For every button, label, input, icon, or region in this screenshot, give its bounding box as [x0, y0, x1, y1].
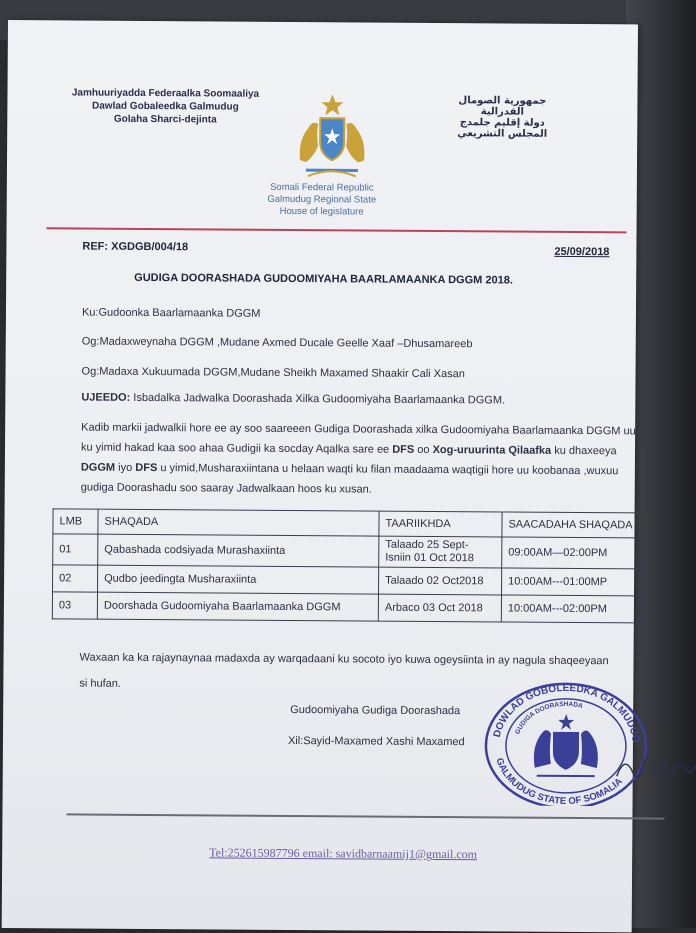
- subject-text: Isbadalka Jadwalka Doorashada Xilka Gudoomiyaha Baarlamaanka DGGM.: [130, 392, 505, 407]
- table-row: [53, 534, 645, 569]
- contact-info: Tel:252615987796 email: savidbarnaamij1@gmail.com: [209, 845, 477, 862]
- reference-number: REF: XGDGB/004/18: [82, 241, 188, 254]
- header-somali-line-2: Dawlad Gobaleedka Galmudug: [55, 99, 275, 114]
- stamp-top-text: DOWLAD GOBOLEEDKA GALMUDUG: [492, 682, 642, 744]
- body-text-3: ku dhaxeeya: [551, 445, 617, 457]
- handwritten-signature-icon: [613, 746, 696, 787]
- body-text-4: iyo: [115, 462, 135, 474]
- header-english-line-3: House of legislature: [247, 206, 397, 219]
- column-header-saacadaha: SAACADAHA SHAQADA: [502, 512, 645, 538]
- cc-line-government: Og:Madaxa Xukuumada DGGM,Mudane Sheikh Maxamed Shaakir Cali Xasan: [82, 366, 465, 381]
- cell-lmb: 03: [52, 592, 97, 619]
- header-somali-line-3: Golaha Sharci-dejinta: [55, 112, 275, 127]
- cell-saacada: 09:00AM—02:00PM: [502, 537, 645, 569]
- header-somali-line-1: Jamhuuriyadda Federaalka Soomaaliya: [55, 86, 275, 101]
- recipient-line: Ku:Gudoonka Baarlamaanka DGGM: [82, 307, 261, 320]
- body-bold-1: DFS: [392, 444, 414, 456]
- cell-date-line-2: Isniin 01 Oct 2018: [385, 552, 495, 566]
- stamp-inner-text: GUDIGA DOORASHADA: [514, 701, 584, 736]
- body-bold-4: DFS: [135, 462, 157, 474]
- stamp-bottom-text: GALMUDUG STATE OF SOMALIA: [493, 757, 625, 807]
- table-row: [53, 565, 645, 596]
- table-row: [52, 592, 644, 623]
- header-somali: [55, 86, 275, 127]
- signatory-name: Xil:Sayid-Maxamed Xashi Maxamed: [288, 735, 465, 748]
- signatory-title: Gudoomiyaha Gudiga Doorashada: [290, 704, 460, 717]
- cell-shaqada: Qabashada codsiyada Murashaxiinta: [98, 534, 379, 567]
- body-text-1: Kadib markii jadwalkii hore ee ay soo saareeen Gudiga Doorashada xilka Gudoomiyaha Baarlamaanka DGGM uu ku yimid hakad kaa soo ahaa Gudigii ka socday Aqalka sare ee: [81, 422, 636, 456]
- header-arabic: [437, 95, 567, 140]
- body-paragraph: [81, 418, 642, 502]
- cc-line-president: Og:Madaxweynaha DGGM ,Mudane Axmed Ducale Geelle Xaaf –Dhusamareeb: [82, 336, 473, 351]
- body-text-2: oo: [414, 444, 432, 456]
- letter-date: 25/09/2018: [554, 246, 609, 258]
- header-divider: [47, 227, 627, 233]
- letter-page: [2, 20, 638, 932]
- subject-label: UJEEDO:: [81, 392, 130, 404]
- column-header-shaqada: SHAQADA: [98, 509, 379, 536]
- column-header-lmb: LMB: [53, 509, 98, 534]
- schedule-table: [52, 508, 646, 623]
- cell-taariikhda: Arbaco 03 Oct 2018: [378, 594, 501, 622]
- closing-paragraph: Waxaan ka ka rajaynaynaa madaxda ay warqadaani ku socoto iyo kuwa ogeysiinta in ay nagula shaqeeyaan si hufan.: [79, 645, 619, 701]
- header-english-line-2: Galmudug Regional State: [247, 194, 397, 207]
- body-text-5: u yimid,Musharaxiintana u helaan waqti ku filan maadaama waqtigii hore uu koobanaa ,wuxuu gudiga Doorashadu soo saaray Jadwalkaan hoos ku xusan.: [81, 462, 619, 495]
- cell-taariikhda: Talaado 02 Oct2018: [379, 567, 502, 595]
- header-arabic-line-1: جمهورية الصومال الفدرالية: [437, 95, 567, 118]
- body-bold-3: DGGM: [81, 462, 115, 474]
- cell-shaqada: Doorshada Gudoomiyaha Baarlamaanka DGGM: [97, 592, 378, 621]
- cell-shaqada: Qudbo jeedingta Musharaxiinta: [98, 565, 379, 594]
- coat-of-arms-icon: [292, 90, 373, 181]
- cell-date-line-1: Talaado 25 Sept-: [385, 539, 495, 553]
- subject-line: [81, 392, 505, 407]
- cell-saacada: 10:00AM---02:00PM: [501, 595, 644, 623]
- cell-taariikhda: [379, 536, 502, 568]
- letter-title: GUDIGA DOORASHADA GUDOOMIYAHA BAARLAMAANKA DGGM 2018.: [134, 272, 513, 287]
- header-arabic-line-3: المجلس التشريعي: [437, 128, 567, 140]
- official-stamp-icon: [481, 675, 652, 806]
- header-english: [247, 182, 397, 219]
- cell-saacada: 10:00AM---01:00MP: [501, 568, 644, 596]
- footer-divider: [66, 813, 664, 819]
- cell-lmb: 02: [53, 565, 98, 592]
- header-english-line-1: Somali Federal Republic: [247, 182, 397, 195]
- header-arabic-line-2: دولة إقليم جلمدج: [437, 117, 567, 129]
- body-bold-2: Xog-uruurinta Qilaafka: [433, 444, 552, 457]
- cell-lmb: 01: [53, 534, 98, 565]
- column-header-taariikhda: TAARIIKHDA: [379, 511, 502, 537]
